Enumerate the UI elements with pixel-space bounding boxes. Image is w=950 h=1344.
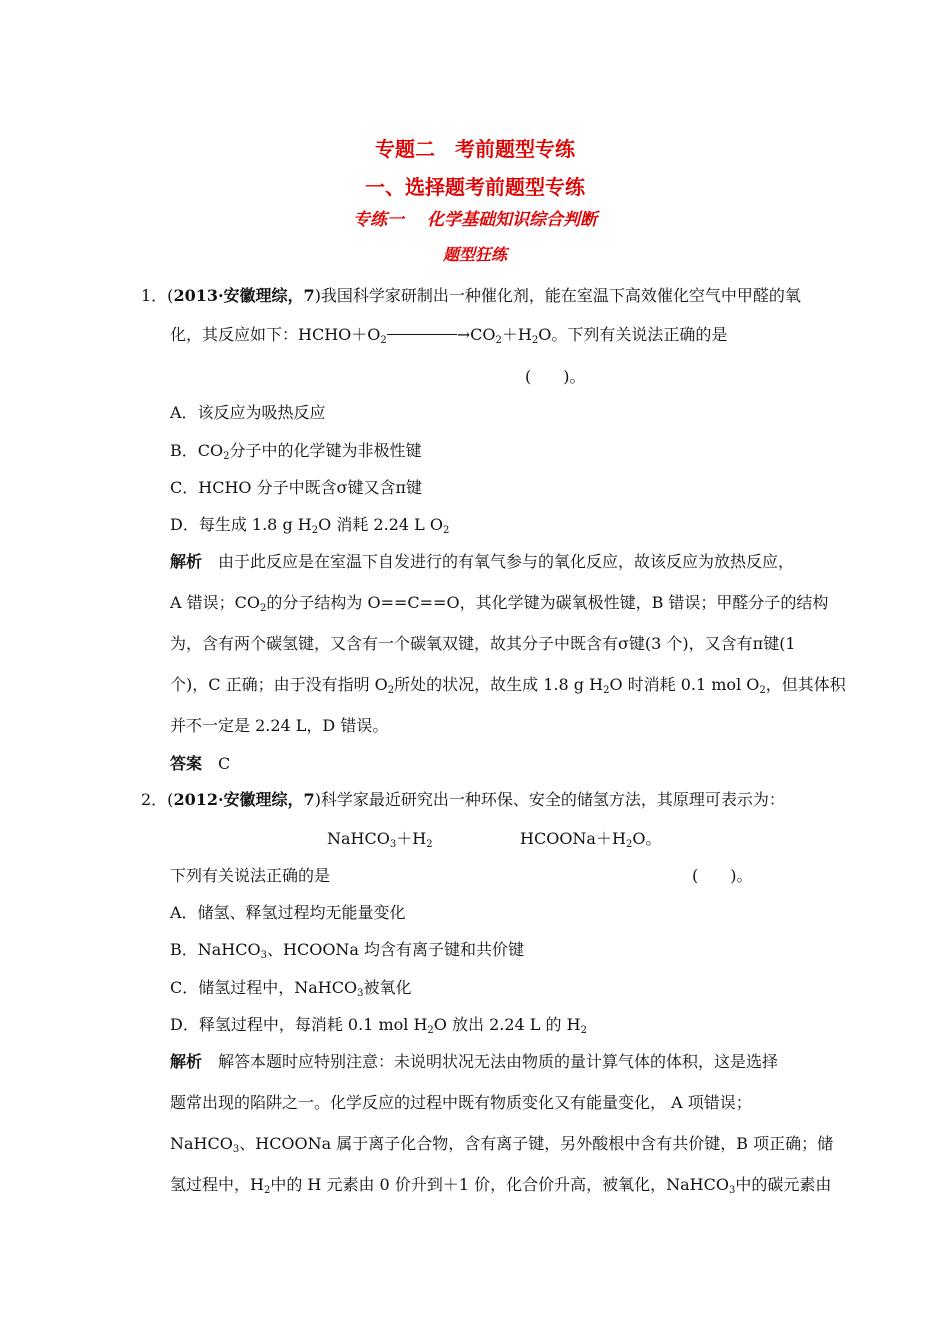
- q2-equation-left: $NaHCO_3+H_2$: [327, 829, 433, 850]
- q1-option-b: B．$CO_2$分子中的化学键为非极性键: [170, 441, 422, 462]
- q1-analysis-line4: 个)，C 正确；由于没有指明 $O_2$所处的状况，故生成 1.8 g $H_2O$ 时消耗 0.1 mol $O_2$，但其体积: [170, 675, 846, 696]
- q2-option-c: C．储氢过程中，NaHCO$_3$被氧化: [170, 978, 412, 999]
- section-title: 一、选择题考前题型专练: [365, 175, 585, 199]
- q1-analysis-line1: 解析 由于此反应是在室温下自发进行的有氧气参与的氧化反应，故该反应为放热反应，: [170, 552, 795, 571]
- q2-stem-line1: 2．(2012·安徽理综，7)科学家最近研究出一种环保、安全的储氢方法，其原理可表示为：: [141, 790, 785, 809]
- q2-analysis-line4: 氢过程中，$H_2$中的 H 元素由 0 价升到＋1 价，化合价升高，被氧化，NaHCO$_3$中的碳元素由: [170, 1175, 832, 1196]
- q1-stem-line2: 化，其反应如下：$HCHO+O_2 \to CO_2+H_2O$。下列有关说法正确的是: [170, 325, 728, 346]
- q2-option-d: D．释氢过程中，每消耗 0.1 mol $H_2O$ 放出 2.24 L 的 $H_2$: [170, 1015, 587, 1036]
- q1-analysis-line5: 并不一定是 2.24 L，D 错误。: [170, 716, 389, 735]
- q1-analysis-line3: 为，含有两个碳氢键，又含有一个碳氧双键，故其分子中既含有σ键(3 个)，又含有π键(1: [170, 634, 796, 653]
- q1-option-a: A．该反应为吸热反应: [170, 403, 326, 422]
- q2-analysis-line1: 解析 解答本题时应特别注意：未说明状况无法由物质的量计算气体的体积，这是选择: [170, 1052, 779, 1071]
- q2-stem-line3: 下列有关说法正确的是: [170, 866, 331, 885]
- q2-option-a: A．储氢、释氢过程均无能量变化: [170, 903, 406, 922]
- exercise-title: 题型狂练: [442, 245, 507, 264]
- q2-equation-right: $HCOONa+H_2O$。: [520, 829, 662, 850]
- q2-answer-blank: ( )。: [692, 866, 753, 885]
- q2-analysis-line3: NaHCO$_3$、HCOONa 属于离子化合物，含有离子键，另外酸根中含有共价键，B 项正确；储: [170, 1134, 834, 1155]
- q2-option-b: B．NaHCO$_3$、HCOONa 均含有离子键和共价键: [170, 940, 525, 961]
- q1-answer-blank: ( )。: [525, 367, 586, 386]
- q2-analysis-line2: 题常出现的陷阱之一。化学反应的过程中既有物质变化又有能量变化， A 项错误；: [170, 1093, 752, 1112]
- q1-analysis-line2: A 错误；$CO_2$的分子结构为 O==C==O，其化学键为碳氧极性键，B 错误；甲醛分子的结构: [170, 593, 829, 614]
- q1-option-c: C．HCHO 分子中既含σ键又含π键: [170, 478, 423, 497]
- subsection-title: 专练一 化学基础知识综合判断: [353, 210, 597, 230]
- reaction-arrow: [387, 334, 457, 335]
- topic-title: 专题二 考前题型专练: [375, 137, 575, 161]
- q1-answer: 答案 C: [170, 754, 231, 773]
- q1-stem-line1: 1．(2013·安徽理综，7)我国科学家研制出一种催化剂，能在室温下高效催化空气中甲醛的氧: [141, 286, 801, 305]
- q1-option-d: D．每生成 1.8 g $H_2O$ 消耗 2.24 L $O_2$: [170, 515, 450, 536]
